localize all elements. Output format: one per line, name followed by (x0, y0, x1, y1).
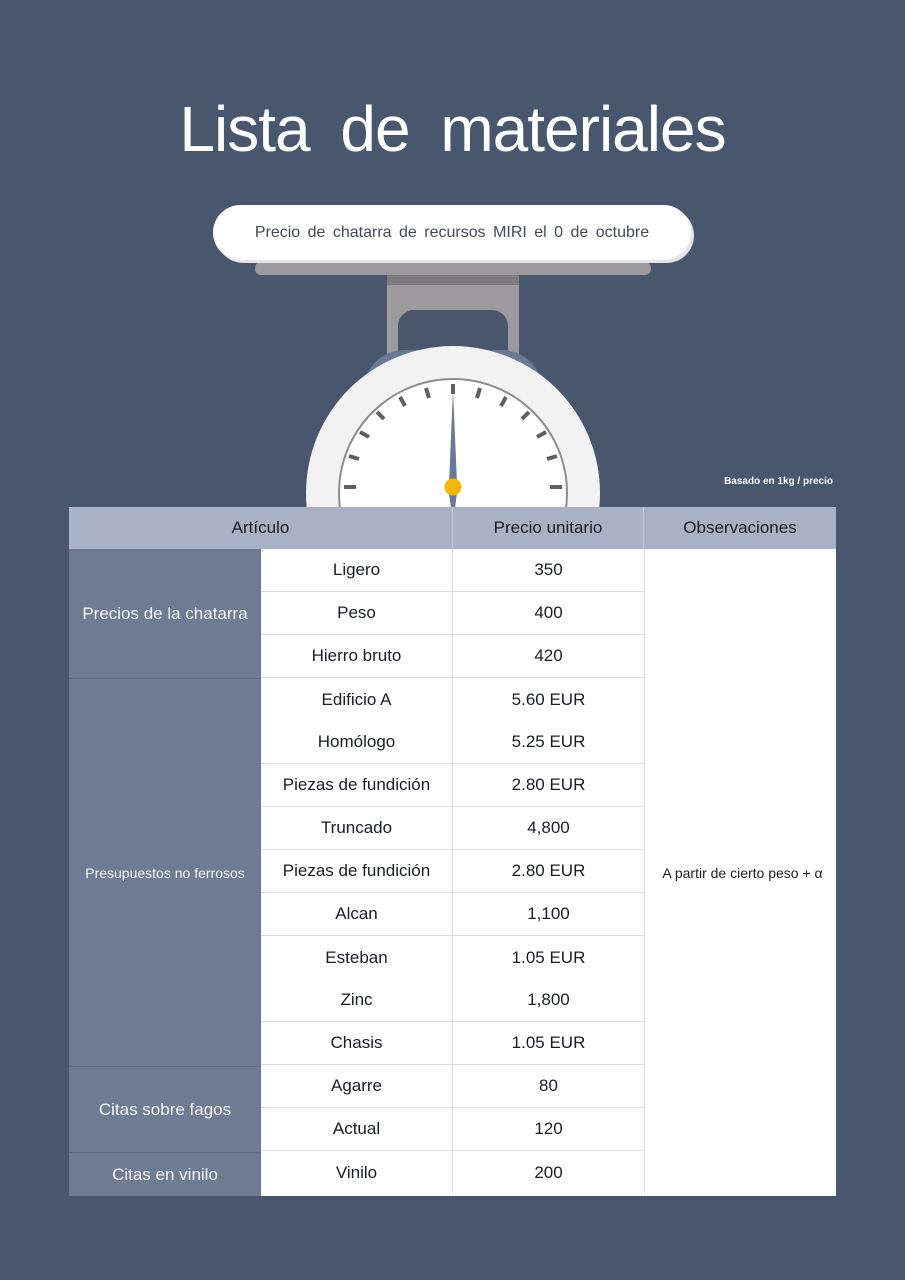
header-item: Artículo (69, 507, 453, 549)
table-row (261, 764, 645, 807)
item-price: 1,100 (453, 893, 645, 935)
item-name: Chasis (261, 1022, 453, 1064)
table-body (69, 549, 836, 1196)
item-price: 400 (453, 592, 645, 634)
table-row (261, 893, 645, 936)
table-row (261, 1022, 645, 1065)
item-price: 420 (453, 635, 645, 677)
item-name: Ligero (261, 549, 453, 591)
materials-table (69, 507, 836, 1196)
item-price: 2.80 EUR (453, 850, 645, 892)
header-notes: Observaciones (683, 518, 797, 537)
basis-note: Basado en 1kg / precio (724, 476, 833, 487)
table-header (69, 507, 836, 549)
item-price: 4,800 (453, 807, 645, 849)
category-vinyl-quotes: Citas en vinilo (112, 1164, 218, 1184)
item-name: Esteban (261, 936, 453, 979)
table-row (261, 1151, 645, 1194)
notes-cell: A partir de cierto peso + α (645, 549, 836, 1196)
item-name: Zinc (261, 979, 453, 1021)
item-name: Actual (261, 1108, 453, 1150)
category-column (69, 549, 261, 1196)
item-price: 5.60 EUR (453, 678, 645, 721)
table-row (261, 678, 645, 721)
item-price: 1,800 (453, 979, 645, 1021)
table-row (261, 936, 645, 979)
item-price: 5.25 EUR (453, 721, 645, 763)
needle (449, 390, 457, 483)
scale-stem-shadow (387, 275, 519, 285)
scale-pan-label (213, 205, 691, 260)
item-name: Hierro bruto (261, 635, 453, 677)
item-name: Vinilo (261, 1151, 453, 1194)
item-name: Truncado (261, 807, 453, 849)
table-row (261, 1065, 645, 1108)
item-name: Peso (261, 592, 453, 634)
page-title: Lista de materiales (179, 93, 726, 165)
category-phage-quotes: Citas sobre fagos (69, 1067, 261, 1153)
category-non-ferrous: Presupuestos no ferrosos (69, 679, 261, 1067)
item-price: 200 (453, 1151, 645, 1194)
item-name: Agarre (261, 1065, 453, 1107)
item-name: Homólogo (261, 721, 453, 763)
item-price: 1.05 EUR (453, 1022, 645, 1064)
item-name: Alcan (261, 893, 453, 935)
item-price: 350 (453, 549, 645, 591)
table-row (261, 807, 645, 850)
header-unit-price: Precio unitario (453, 507, 644, 549)
table-row (261, 979, 645, 1022)
needle-pivot (445, 479, 462, 496)
table-row (261, 721, 645, 764)
item-price: 120 (453, 1108, 645, 1150)
table-row (261, 549, 645, 592)
scale-pan-bar (255, 262, 651, 275)
item-name: Piezas de fundición (261, 764, 453, 806)
table-row (261, 850, 645, 893)
item-rows (261, 549, 645, 1196)
category-scrap-prices: Precios de la chatarra (69, 549, 261, 679)
item-price: 2.80 EUR (453, 764, 645, 806)
item-name: Edificio A (261, 678, 453, 721)
table-row (261, 635, 645, 678)
item-name: Piezas de fundición (261, 850, 453, 892)
item-price: 1.05 EUR (453, 936, 645, 979)
item-price: 80 (453, 1065, 645, 1107)
table-row (261, 592, 645, 635)
scale-label-text: Precio de chatarra de recursos MIRI el 0 de octubre (254, 223, 650, 241)
table-row (261, 1108, 645, 1151)
